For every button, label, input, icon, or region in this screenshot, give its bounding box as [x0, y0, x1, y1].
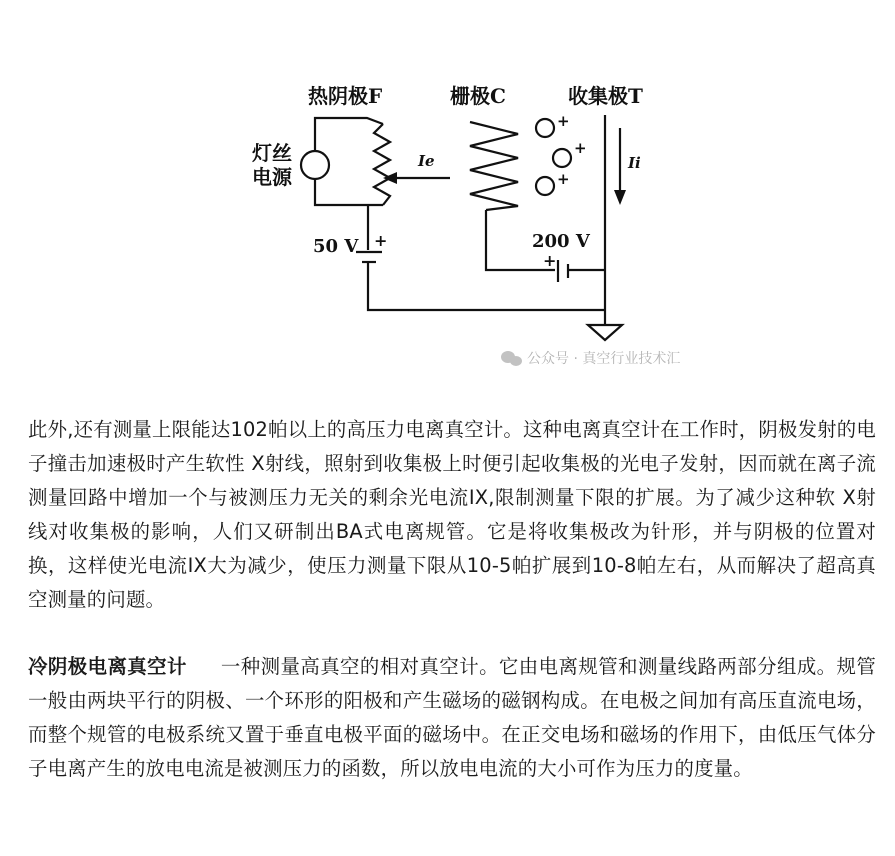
label-cathode: 热阴极F	[308, 84, 383, 108]
ion-1-plus: +	[557, 112, 570, 130]
ion-3-plus: +	[557, 170, 570, 188]
wechat-icon	[501, 351, 522, 366]
circuit-diagram-figure	[0, 0, 895, 400]
watermark-text: 公众号 · 真空行业技术汇	[527, 351, 681, 367]
label-grid: 栅极C	[450, 84, 506, 108]
ion-2-plus: +	[574, 139, 587, 157]
label-200v: 200 V	[532, 231, 590, 252]
ground-symbol	[588, 325, 622, 340]
label-filament-line1: 灯丝	[252, 141, 292, 165]
cathode-zigzag	[374, 124, 390, 205]
filament-wire-lower	[315, 178, 383, 205]
label-ie: Ie	[418, 152, 435, 170]
label-filament-line2: 电源	[252, 165, 292, 189]
paragraph-cold-cathode-gauge	[28, 650, 876, 786]
term-cold-cathode-gauge: 冷阴极电离真空计	[28, 655, 187, 678]
label-collector: 收集极T	[568, 84, 643, 108]
article-body	[28, 413, 876, 786]
paragraph-high-pressure-gauge: 此外,还有测量上限能达102帕以上的高压力电离真空计。这种电离真空计在工作时，阴极发射的电子撞击加速极时产生软性 X射线，照射到收集极上时便引起收集极的光电子发射，因而就在离子流测量回路中增加一个与被测压力无关的剩余光电流IX,限制测量下限的扩展。为了减少这种软 X射线对收集极的影响，人们又研制出BA式电离规管。它是将收集极改为针形，并与阴极的位置对换，这样使光电流IX大为减少，使压力测量下限从10-5帕扩展到10-8帕左右，从而解决了超高真空测量的问题。	[28, 418, 876, 611]
plus-50v: +	[374, 231, 388, 250]
cold-cathode-description: 一种测量高真空的相对真空计。它由电离规管和测量线路两部分组成。规管一般由两块平行的阴极、一个环形的阳极和产生磁场的磁钢构成。在电极之间加有高压直流电场，而整个规管的电极系统又置于垂直电极平面的磁场中。在正交电场和磁场的作用下，由低压气体分子电离产生的放电电流是被测压力的函数，所以放电电流的大小可作为压力的度量。	[28, 655, 876, 780]
ionization-gauge-circuit	[0, 0, 895, 400]
ion-3	[536, 177, 554, 195]
plus-200v: +	[543, 251, 557, 270]
ion-1	[536, 119, 554, 137]
ion-2	[553, 149, 571, 167]
grid-zigzag	[470, 122, 518, 210]
label-ii: Ii	[628, 154, 641, 172]
ie-arrowhead	[383, 172, 397, 184]
filament-wire	[315, 118, 383, 152]
label-50v: 50 V	[313, 236, 359, 257]
ii-arrowhead	[614, 190, 626, 205]
filament-source-circle	[301, 151, 329, 179]
